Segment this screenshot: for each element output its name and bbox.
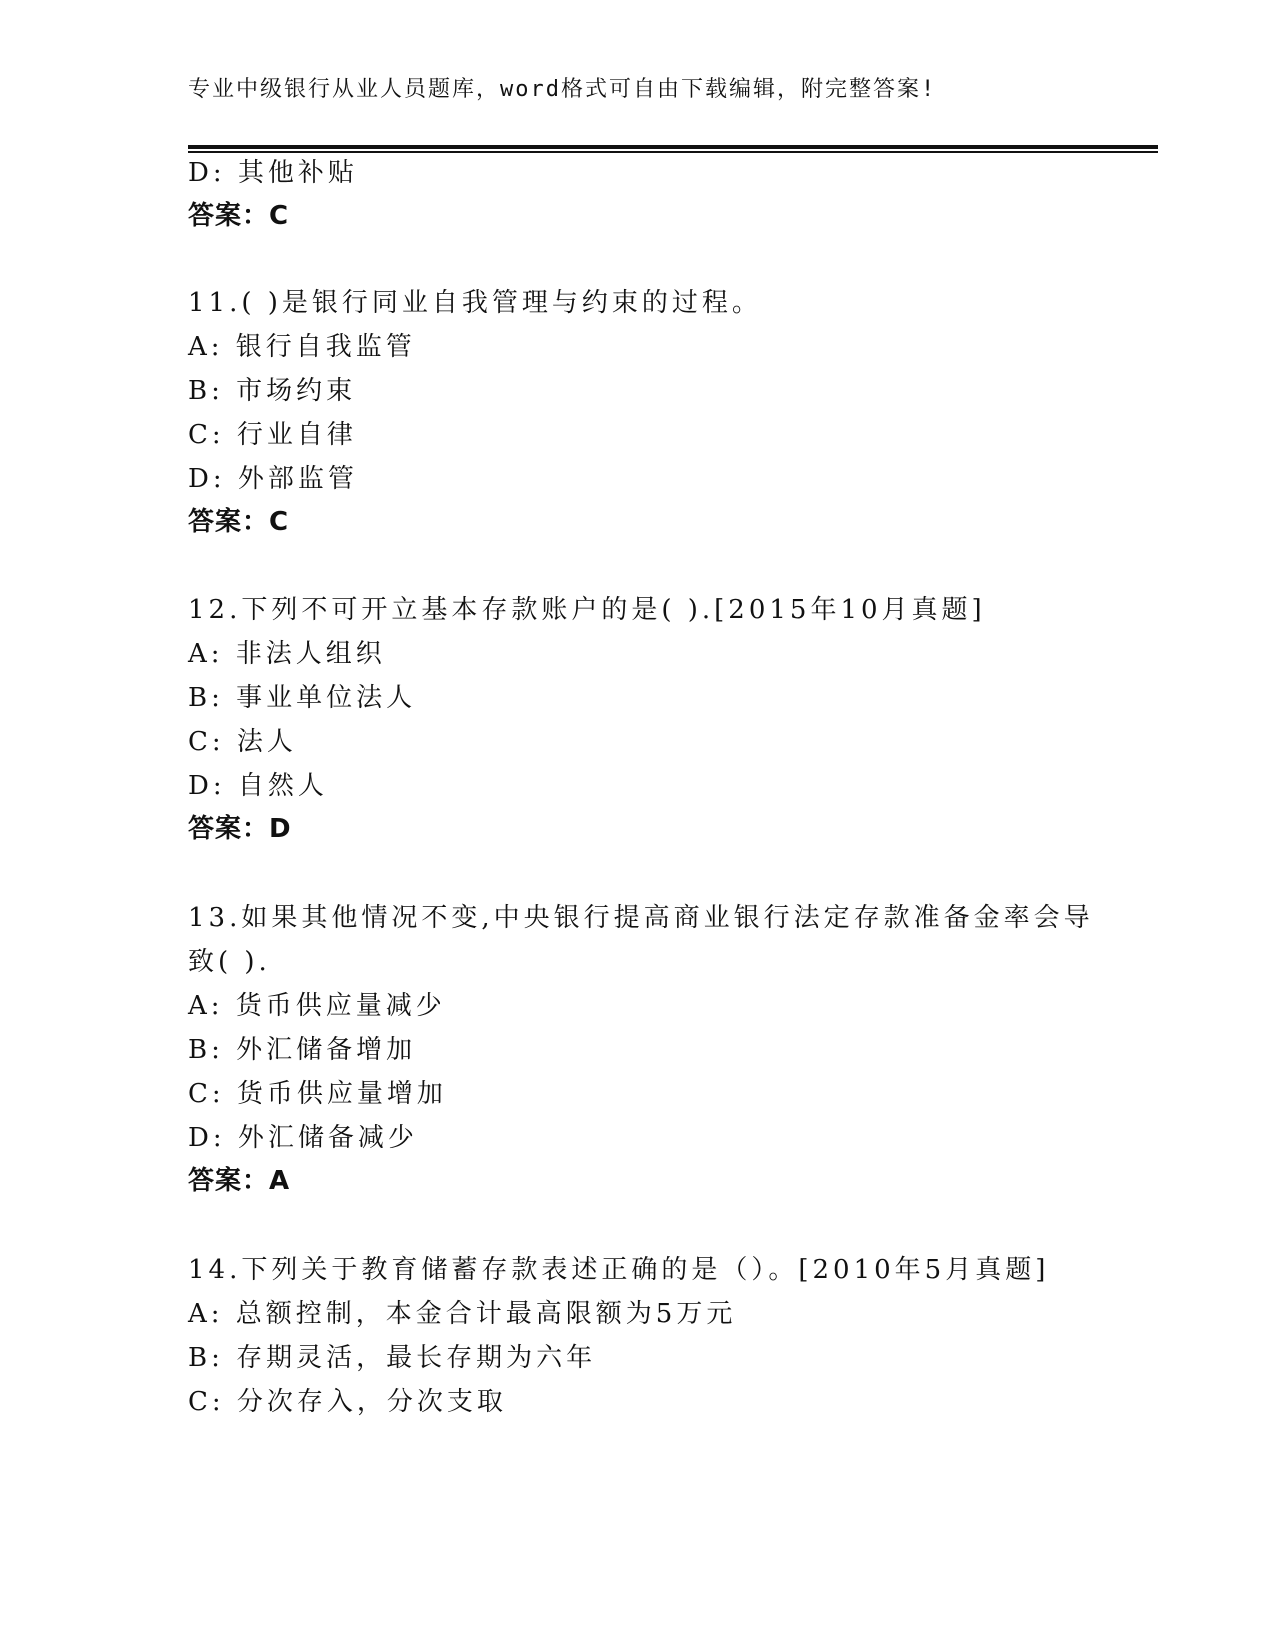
option-c: C: 分次存入，分次支取	[188, 1387, 507, 1417]
answer: 答案：A	[188, 1166, 291, 1196]
question-stem: 12.下列不可开立基本存款账户的是( ).[2015年10月真题]	[188, 595, 986, 625]
answer: 答案：C	[188, 507, 290, 537]
option-b: B: 存期灵活，最长存期为六年	[188, 1343, 597, 1373]
option-d: D: 外汇储备减少	[188, 1123, 418, 1153]
option-b: B: 事业单位法人	[188, 683, 417, 713]
option-d: D: 自然人	[188, 771, 328, 801]
option-b: B: 外汇储备增加	[188, 1035, 417, 1065]
option-d: D: 其他补贴	[188, 158, 358, 188]
option-c: C: 货币供应量增加	[188, 1079, 447, 1109]
answer: 答案：C	[188, 201, 290, 231]
question-stem: 11.( )是银行同业自我管理与约束的过程。	[188, 288, 762, 318]
question-stem-line-2: 致( ).	[188, 947, 271, 977]
option-c: C: 行业自律	[188, 420, 357, 450]
option-a: A: 货币供应量减少	[188, 991, 446, 1021]
option-d: D: 外部监管	[188, 464, 358, 494]
option-c: C: 法人	[188, 727, 297, 757]
option-a: A: 非法人组织	[188, 639, 386, 669]
page-header: 专业中级银行从业人员题库，word格式可自由下载编辑，附完整答案!	[188, 77, 937, 102]
answer: 答案：D	[188, 814, 292, 844]
option-a: A: 总额控制，本金合计最高限额为5万元	[188, 1299, 737, 1329]
question-stem-line-1: 13.如果其他情况不变,中央银行提高商业银行法定存款准备金率会导	[188, 903, 1094, 933]
header-rule-thin	[188, 151, 1158, 153]
option-a: A: 银行自我监管	[188, 332, 416, 362]
question-stem: 14.下列关于教育储蓄存款表述正确的是（）。[2010年5月真题]	[188, 1255, 1050, 1285]
option-b: B: 市场约束	[188, 376, 357, 406]
header-rule-thick	[188, 145, 1158, 149]
